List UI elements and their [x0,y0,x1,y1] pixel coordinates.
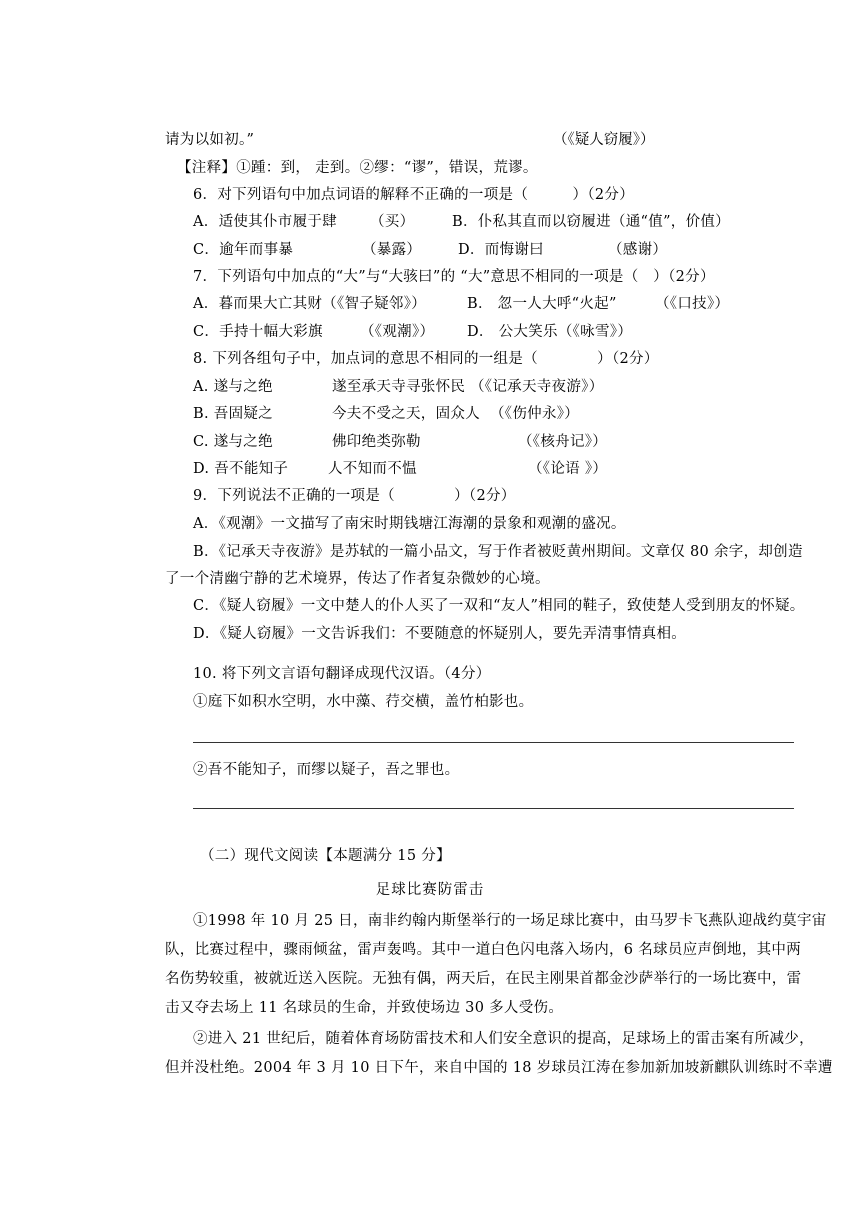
q7-option-b-source: （《口技》） [655,296,730,312]
q10-sentence-1: ①庭下如积水空明，水中藻、荇交横，盖竹柏影也。 [193,694,534,710]
q8-row-c-left: C. 遂与之绝 [193,434,273,450]
q8-stem: 8. 下列各组句子中，加点词的意思不相同的一组是（ ）（2分） [193,351,659,367]
passage-last-line: 请为以如初。” [165,132,255,148]
q6-option-b: B．仆私其直而以窃履进（通“值”，价值） [452,214,730,230]
q9-option-a: A．《观潮》一文描写了南宋时期钱塘江海潮的景象和观潮的盛况。 [193,516,626,532]
q6-option-c-gloss: （暴露） [362,242,422,258]
q8-row-d-source: （《论语 》） [528,461,608,477]
q7-option-b: B． 忽一人大呼“火起” [467,296,617,312]
q10-sentence-2: ②吾不能知子，而缪以疑子，吾之罪也。 [193,762,460,778]
q8-row-a-left: A. 遂与之绝 [193,379,273,395]
p1-line-4: 击又夺去场上 11 名球员的生命，并致使场边 30 多人受伤。 [165,1000,564,1016]
q8-row-b-source: （《伤仲永》） [490,406,580,422]
q6-option-c: C．逾年而事暴 [193,242,294,258]
q8-row-d-right: 人不知而不愠 [328,461,417,477]
q9-option-b-line1: B．《记承天寺夜游》是苏轼的一篇小品文，写于作者被贬黄州期间。文章仅 80 余字，却创造 [193,544,803,560]
p2-line-1: ②进入 21 世纪后，随着体育场防雷技术和人们安全意识的提高，足球场上的雷击案有所减少， [193,1031,814,1047]
q6-stem: 6．对下列语句中加点词语的解释不正确的一项是（ ）（2分） [193,187,634,203]
p2-line-2: 但并没杜绝。2004 年 3 月 10 日下午，来自中国的 18 岁球员江涛在参加新加坡新麒队训练时不幸遭 [165,1060,833,1076]
q8-row-a-source: （《记承天寺夜游》） [470,379,604,395]
q8-row-b-right: 今夫不受之天，固众人 [332,406,480,422]
answer-line-1[interactable] [193,742,794,743]
q7-option-c: C．手持十幅大彩旗 [193,324,323,340]
q8-row-b-left: B. 吾固疑之 [193,406,273,422]
q10-stem: 10. 将下列文言语句翻译成现代汉语。（4分） [193,666,491,682]
p1-line-3: 名伤势较重，被就近送入医院。无独有偶，两天后，在民主刚果首都金沙萨举行的一场比赛中，雷 [165,971,802,987]
q8-row-d-left: D. 吾不能知子 [193,461,289,477]
q7-option-c-source: （《观潮》） [360,324,435,340]
passage-source: （《疑人窃履》） [553,132,655,148]
section-heading: （二）现代文阅读【本题满分 15 分】 [200,848,451,864]
p1-line-2: 队，比赛过程中，骤雨倾盆，雷声轰鸣。其中一道白色闪电落入场内，6 名球员应声倒地，其中两 [165,942,802,958]
answer-line-2[interactable] [193,808,794,809]
q9-option-b-line2: 了一个清幽宁静的艺术境界，传达了作者复杂微妙的心境。 [165,571,550,587]
q9-option-c: C．《疑人窃履》一文中楚人的仆人买了一双和“友人”相同的鞋子，致使楚人受到朋友的怀疑。 [193,598,805,614]
q6-option-a-gloss: （买） [370,214,415,230]
notes: 【注释】①踵：到， 走到。②缪：“谬”，错误，荒谬。 [177,160,538,176]
q7-option-a: A．暮而果大亡其财（《智子疑邻》） [193,296,427,312]
q9-stem: 9．下列说法不正确的一项是（ ）（2分） [193,488,516,504]
p1-line-1: ①1998 年 10 月 25 日，南非约翰内斯堡举行的一场足球比赛中，由马罗卡飞燕队迎战约莫宇宙 [193,913,827,929]
q8-row-c-source: （《核舟记》） [518,434,608,450]
q6-option-a: A．适使其仆市履于肆 [193,214,337,230]
q6-option-d-gloss: （感谢） [608,242,668,258]
q8-row-a-right: 遂至承天寺寻张怀民 [332,379,466,395]
q7-stem: 7．下列语句中加点的“大”与“大骇曰”的 “大”意思不相同的一项是（ ）（2分） [193,269,715,285]
q8-row-c-right: 佛印绝类弥勒 [332,434,421,450]
article-title: 足球比赛防雷击 [375,882,485,898]
q7-option-d: D． 公大笑乐（《咏雪》） [467,324,633,340]
q9-option-d: D．《疑人窃履》一文告诉我们：不要随意的怀疑别人，要先弄清事情真相。 [193,626,687,642]
q6-option-d: D．而悔谢曰 [458,242,544,258]
